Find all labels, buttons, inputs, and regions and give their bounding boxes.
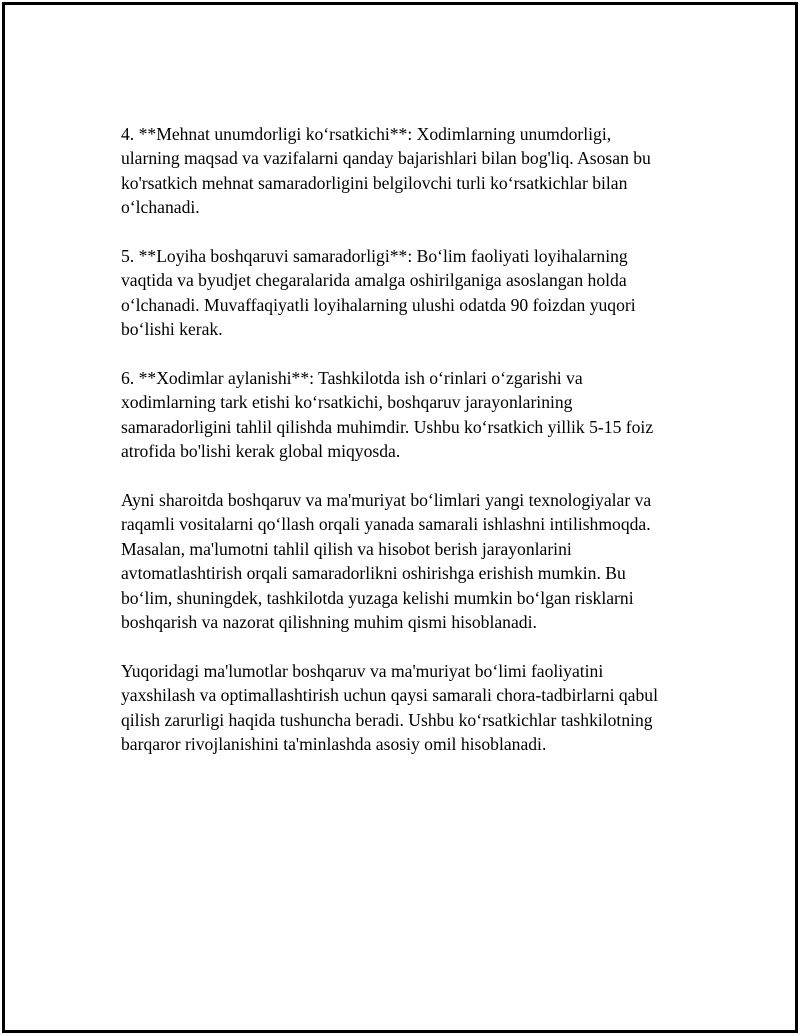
paragraph-project-management: 5. **Loyiha boshqaruvi samaradorligi**: Bo‘lim faoliyati loyihalarning vaqtida va byudjet chegaralarida amalga oshirilganiga asoslangan holda o‘lchanadi. Muvaffaqiyatli loyihalarning ulushi odatda 90 foizdan yuqori bo‘lishi kerak.	[121, 246, 636, 340]
paragraph-conclusion: Yuqoridagi ma'lumotlar boshqaruv va ma'muriyat bo‘limi faoliyatini yaxshilash va optimallashtirish uchun qaysi samarali chora-tadbirlarni qabul qilish zarurligi haqida tushuncha beradi. Ushbu ko‘rsatkichlar tashkilotning barqaror rivojlanishini ta'minlashda asosiy omil hisoblanadi.	[121, 660, 658, 755]
paragraph-labor-productivity: 4. **Mehnat unumdorligi ko‘rsatkichi**: Xodimlarning unumdorligi, ularning maqsad va vazifalarni qanday bajarishlari bilan bog'liq. Asosan bu ko'rsatkich mehnat samaradorligini belgilovchi turli ko‘rsatkichlar bilan o‘lchanadi.	[121, 124, 651, 218]
page-frame	[2, 2, 798, 1033]
paragraph-staff-turnover: 6. **Xodimlar aylanishi**: Tashkilotda ish o‘rinlari o‘zgarishi va xodimlarning tark etishi ko‘rsatkichi, boshqaruv jarayonlarining samaradorligini tahlil qilishda muhimdir. Ushbu ko‘rsatkich yillik 5-15 foiz atrofida bo'lishi kerak global miqyosda.	[121, 368, 654, 462]
page-content	[121, 122, 701, 781]
paragraph-digital-tools: Ayni sharoitda boshqaruv va ma'muriyat bo‘limlari yangi texnologiyalar va raqamli vositalarni qo‘llash orqali yanada samarali ishlashni intilishmoqda. Masalan, ma'lumotni tahlil qilish va hisobot berish jarayonlarini avtomatlashtirish orqali samaradorlikni oshirishga erishish mumkin. Bu bo‘lim, shuningdek, tashkilotda yuzaga kelishi mumkin bo‘lgan risklarni boshqarish va nazorat qilishning muhim qismi hisoblanadi.	[121, 490, 652, 633]
